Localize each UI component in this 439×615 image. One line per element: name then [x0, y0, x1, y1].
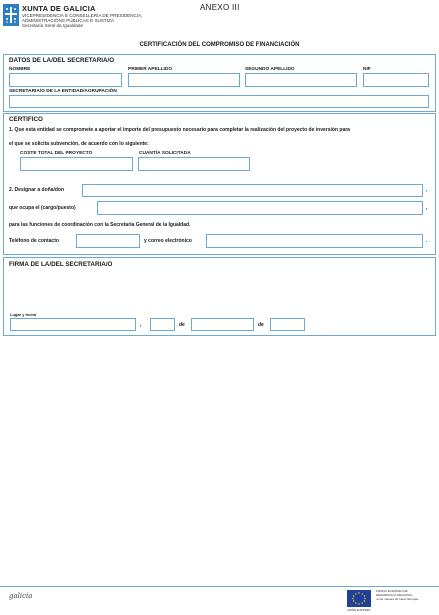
firma-heading: FIRMA DE LA/DEL SECRETARIA/O: [9, 261, 113, 268]
designar-comma: ,: [426, 187, 428, 193]
document-title: CERTIFICACIÓN DEL COMPROMISO DE FINANCIACIÓN: [139, 42, 300, 48]
nombre-field[interactable]: [9, 73, 122, 87]
correo-field[interactable]: [206, 234, 423, 248]
nif-field[interactable]: [363, 73, 429, 87]
feder-line-1: FONDO EUROPEO DE: [376, 589, 408, 593]
nombre-label: NOMBRE: [9, 67, 31, 72]
xunta-logo-icon: [3, 4, 19, 26]
correo-period: .: [426, 238, 428, 244]
galicia-logo: galicia: [9, 592, 33, 600]
ocupa-label: que ocupa el (cargo/puesto): [9, 205, 76, 211]
mes-field[interactable]: [191, 318, 254, 331]
certifico-heading: CERTIFICO: [9, 116, 43, 123]
eu-flag-icon: [347, 590, 371, 607]
ano-field[interactable]: [270, 318, 305, 331]
telefono-label: Teléfono de contacto: [9, 238, 59, 244]
ocupa-comma: ,: [426, 205, 428, 211]
designar-field[interactable]: [82, 184, 423, 197]
datos-heading: DATOS DE LA/DEL SECRETARIA/O: [9, 57, 115, 64]
correo-label: y correo electrónico: [144, 238, 192, 244]
coste-total-label: COSTE TOTAL DEL PROYECTO: [20, 151, 93, 156]
eu-union-label: UNIÓN EUROPEA: [347, 608, 371, 612]
nif-label: NIF: [363, 67, 371, 72]
cuantia-label: CUANTÍA SOLICITADA: [139, 151, 191, 156]
footer-divider: [0, 586, 439, 587]
org-line-3: Secretaría Xeral da Igualdade: [22, 23, 84, 28]
segundo-apellido-field[interactable]: [245, 73, 357, 87]
designar-label: 2. Designar a doña/don: [9, 187, 65, 193]
ocupa-field[interactable]: [97, 201, 423, 215]
telefono-field[interactable]: [76, 234, 140, 248]
commitment-text-2: el que se solicita subvención, de acuerdo con lo siguiente:: [9, 141, 149, 147]
org-name: XUNTA DE GALICIA: [22, 4, 96, 13]
lugar-label: Lugar y fecha: [10, 312, 37, 317]
primer-apellido-label: PRIMER APELLIDO: [128, 67, 173, 72]
primer-apellido-field[interactable]: [128, 73, 240, 87]
de-label-1: de: [179, 322, 185, 328]
org-line-1: VICEPRESIDENCIA E CONSELLERÍA DE PRESIDENCIA,: [22, 13, 143, 18]
coste-total-field[interactable]: [20, 157, 133, 171]
dia-field[interactable]: [150, 318, 175, 331]
entidad-field[interactable]: [9, 95, 429, 108]
commitment-text-1: 1. Que esta entidad se compromete a aportar el importe del presupuesto necesario para completar la realización del proyecto de inversión para: [9, 127, 350, 133]
entidad-label: SECRETARIA/O DE LA ENTIDAD/AGRUPACIÓN: [9, 89, 117, 94]
annex-label: ANEXO III: [200, 3, 240, 12]
cuantia-field[interactable]: [138, 157, 250, 171]
org-line-2: ADMINISTRACIÓNS PÚBLICAS E XUSTIZA: [22, 18, 114, 23]
feder-line-2: DESARROLLO REGIONAL: [376, 593, 413, 597]
lugar-comma: ,: [140, 322, 142, 328]
de-label-2: de: [258, 322, 264, 328]
funciones-text: para las funciones de coordinación con la Secretaría General de la Igualdad.: [9, 222, 191, 228]
segundo-apellido-label: SEGUNDO APELLIDO: [245, 67, 295, 72]
feder-line-3: «Una manera de hacer Europa»: [376, 597, 419, 601]
lugar-field[interactable]: [10, 318, 136, 331]
